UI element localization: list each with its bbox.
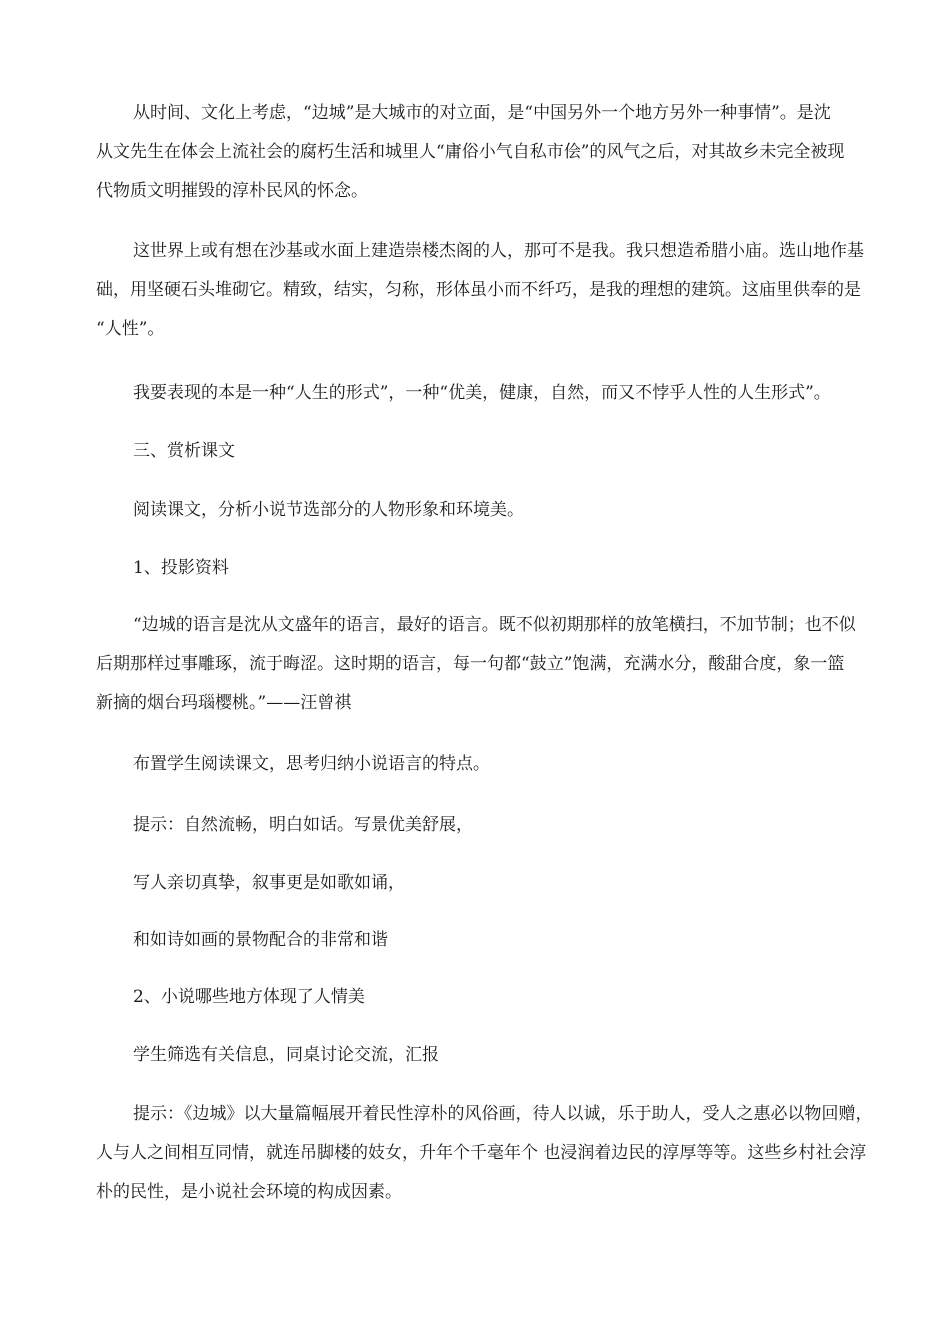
subheading-human-beauty bbox=[96, 978, 862, 1017]
text-line: 和如诗如画的景物配合的非常和谐 bbox=[133, 930, 388, 950]
text-line: 朴的民性，是小说社会环境的构成因素。 bbox=[96, 1182, 402, 1202]
paragraph-biancheng-contrast bbox=[96, 94, 862, 211]
text-line: 从时间、文化上考虑，“边城”是大城市的对立面，是“中国另外一个地方另外一种事情”。是沈 bbox=[133, 103, 831, 123]
text-line: 学生筛选有关信息，同桌讨论交流，汇报 bbox=[133, 1045, 439, 1065]
text-line: 2、小说哪些地方体现了人情美 bbox=[133, 987, 365, 1007]
paragraph-greek-temple-quote bbox=[96, 232, 862, 349]
text-line: 人与人之间相互同情，就连吊脚楼的妓女，升年个千毫年个 也浸润着边民的淳厚等等。这些乡村社会淳 bbox=[96, 1143, 867, 1163]
paragraph-student-discussion bbox=[96, 1036, 862, 1075]
text-line: 础，用坚硬石头堆砌它。精致，结实，匀称，形体虽小而不纤巧，是我的理想的建筑。这庙里供奉的是 bbox=[96, 280, 861, 300]
paragraph-hint-folk-customs bbox=[96, 1095, 873, 1212]
text-line: 新摘的烟台玛瑙樱桃。”——汪曾祺 bbox=[96, 693, 352, 713]
section-heading-appreciation bbox=[96, 432, 862, 471]
text-line: 写人亲切真挚，叙事更是如歌如诵， bbox=[133, 873, 405, 893]
text-line: 这世界上或有想在沙基或水面上建造崇楼杰阁的人，那可不是我。我只想造希腊小庙。选山地作基 bbox=[133, 241, 864, 261]
paragraph-hint-characters bbox=[96, 864, 862, 903]
text-line: 代物质文明摧毁的淳朴民风的怀念。 bbox=[96, 181, 368, 201]
text-line: 1、投影资料 bbox=[133, 558, 229, 578]
paragraph-wang-zengqi-quote bbox=[96, 606, 862, 723]
text-line: 后期那样过事雕琢，流于晦涩。这时期的语言，每一句都“鼓立”饱满，充满水分，酸甜合度，象一篮 bbox=[96, 654, 845, 674]
text-line: 从文先生在体会上流社会的腐朽生活和城里人“庸俗小气自私市侩”的风气之后，对其故乡未完全被现 bbox=[96, 142, 845, 162]
paragraph-life-form-quote bbox=[96, 374, 862, 413]
text-line: 我要表现的本是一种“人生的形式”，一种“优美，健康，自然，而又不悖乎人性的人生形式”。 bbox=[133, 383, 831, 403]
paragraph-hint-language bbox=[96, 806, 862, 845]
text-line: 布置学生阅读课文，思考归纳小说语言的特点。 bbox=[133, 754, 490, 774]
subheading-projection-material bbox=[96, 549, 862, 588]
paragraph-hint-scenery bbox=[96, 921, 862, 960]
paragraph-assignment bbox=[96, 745, 862, 784]
text-line: 三、赏析课文 bbox=[133, 441, 235, 461]
text-line: “边城的语言是沈从文盛年的语言，最好的语言。既不似初期那样的放笔横扫，不加节制；也不似 bbox=[133, 615, 856, 635]
text-line: “人性”。 bbox=[96, 319, 165, 339]
text-line: 阅读课文，分析小说节选部分的人物形象和环境美。 bbox=[133, 500, 524, 520]
text-line: 提示：《边城》以大量篇幅展开着民性淳朴的风俗画，待人以诚，乐于助人，受人之惠必以物回赠， bbox=[133, 1104, 873, 1124]
text-line: 提示：自然流畅，明白如话。写景优美舒展， bbox=[133, 815, 473, 835]
paragraph-reading-task bbox=[96, 491, 862, 530]
